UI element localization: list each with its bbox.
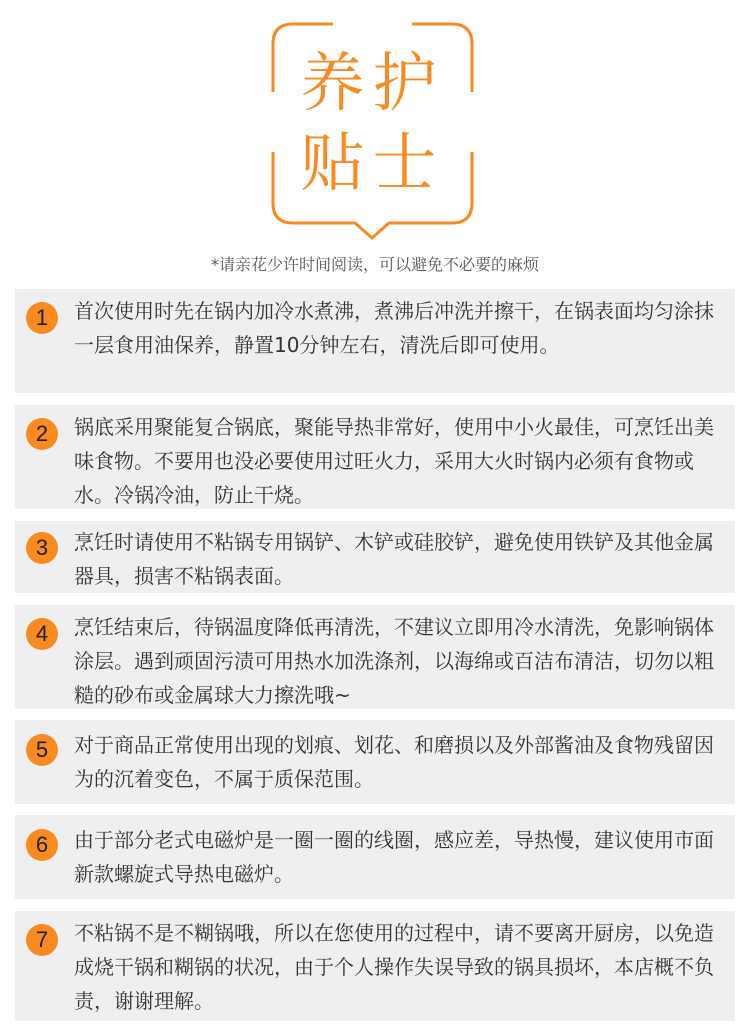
tip-item [15, 521, 735, 593]
tip-item [15, 605, 735, 709]
tip-item [15, 289, 735, 393]
tip-number-badge: 5 [26, 734, 58, 766]
tip-text: 锅底采用聚能复合锅底，聚能导热非常好，使用中小火最佳，可烹饪出美味食物。不要用也没必要使用过旺火力，采用大火时锅内必须有食物或水。冷锅冷油，防止干烧。 [74, 415, 714, 507]
page-title-line1: 养护 [300, 47, 445, 121]
tip-number-badge: 3 [26, 532, 58, 564]
tip-text: 对于商品正常使用出现的划痕、划花、和磨损以及外部酱油及食物残留因为的沉着变色，不属于质保范围。 [74, 733, 714, 791]
tip-item [15, 911, 735, 1021]
tip-text: 烹饪时请使用不粘锅专用锅铲、木铲或硅胶铲，避免使用铁铲及其他金属器具，损害不粘锅表面。 [74, 530, 714, 588]
tip-number-badge: 1 [26, 302, 58, 334]
tip-text: 不粘锅不是不糊锅哦，所以在您使用的过程中，请不要离开厨房，以免造成烧干锅和糊锅的状况，由于个人操作失误导致的锅具损坏，本店概不负责，谢谢理解。 [74, 921, 714, 1013]
tip-number-badge: 7 [26, 924, 58, 956]
tip-number-badge: 6 [26, 829, 58, 861]
title-frame [271, 22, 474, 225]
tip-text: 由于部分老式电磁炉是一圈一圈的线圈，感应差，导热慢，建议使用市面新款螺旋式导热电磁炉。 [74, 828, 714, 886]
tip-item [15, 720, 735, 804]
tip-text: 烹饪结束后，待锅温度降低再清洗，不建议立即用冷水清洗，免影响锅体涂层。遇到顽固污渍可用热水加洗涤剂，以海绵或百洁布清洁，切勿以粗糙的砂布或金属球大力擦洗哦~ [74, 615, 714, 707]
tip-number-badge: 4 [26, 618, 58, 650]
page-title-line2: 贴士 [300, 127, 445, 201]
tip-item [15, 405, 735, 509]
tip-text: 首次使用时先在锅内加冷水煮沸，煮沸后冲洗并擦干，在锅表面均匀涂抹一层食用油保养，静置10分钟左右，清洗后即可使用。 [74, 299, 714, 357]
tip-number-badge: 2 [26, 418, 58, 450]
tip-item [15, 815, 735, 899]
subtitle: *请亲花少许时间阅读，可以避免不必要的麻烦 [210, 255, 539, 274]
